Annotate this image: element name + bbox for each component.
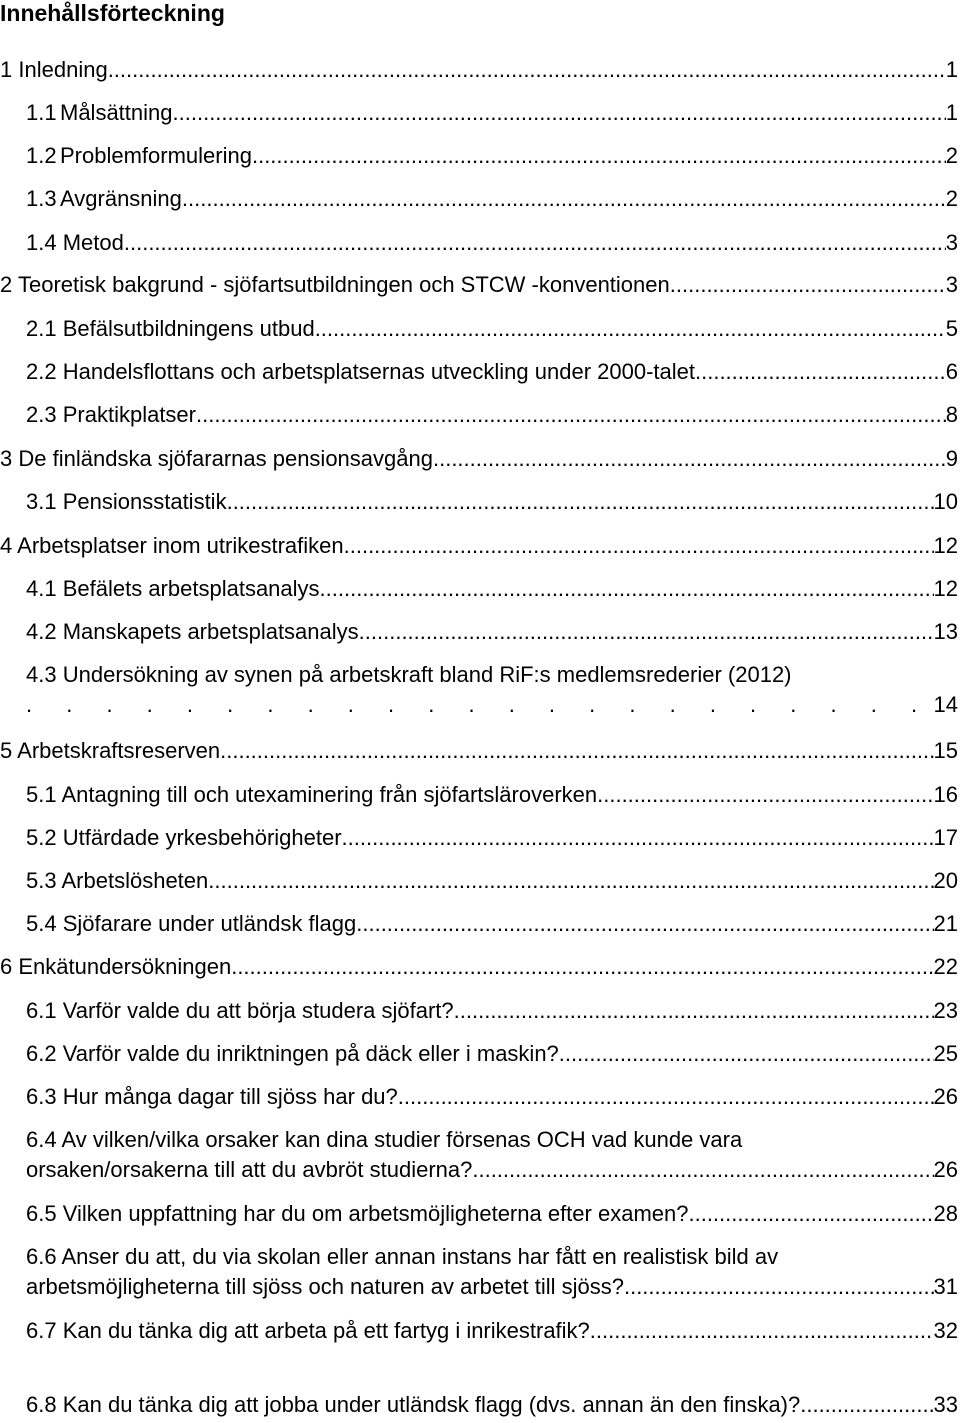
toc-entry-title: Utfärdade yrkesbehörigheter [62, 825, 342, 850]
toc-entry-title: Inledning [18, 57, 108, 82]
dot-leader [624, 1272, 934, 1302]
toc-entry-heading [26, 1199, 688, 1229]
toc-entry-number: 5.3 [26, 868, 57, 893]
toc-entry-continuation-line [0, 690, 958, 720]
toc-entry-number: 6.1 [26, 998, 57, 1023]
toc-entry-page-number: 1 [945, 100, 958, 125]
toc-entry-page-number: 10 [933, 489, 958, 514]
dot-leader [231, 952, 933, 982]
toc-entry-number: 6.5 [26, 1201, 57, 1226]
toc-entry-title: Metod [62, 230, 124, 255]
toc-entry[interactable] [0, 98, 958, 128]
toc-entry-line [0, 98, 958, 128]
toc-entry-heading [0, 736, 220, 766]
toc-entry-heading [26, 1082, 398, 1112]
toc-entry[interactable] [0, 184, 958, 214]
dot-leader [356, 909, 933, 939]
toc-entry[interactable] [0, 1125, 958, 1185]
toc-entry-line [0, 400, 958, 430]
toc-entry[interactable] [0, 1316, 958, 1346]
toc-entry-title: Teoretisk bakgrund - sjöfartsutbildningen och STCW -konventionen [17, 272, 670, 297]
toc-entry-page-number: 14 [933, 692, 958, 717]
toc-entry-title: Hur många dagar till sjöss har du? [62, 1084, 398, 1109]
toc-entry-number: 5.2 [26, 825, 57, 850]
toc-entry[interactable] [0, 866, 958, 896]
dot-leader [182, 184, 946, 214]
toc-entry-title: Antagning till och utexaminering från sjöfartsläroverken [61, 782, 598, 807]
toc-entry[interactable] [0, 1390, 958, 1420]
toc-entry-heading [26, 141, 252, 171]
toc-entry-line [0, 314, 958, 344]
toc-entry-number: 4.3 [26, 662, 57, 687]
toc-entry-title: Avgränsning [60, 186, 182, 211]
toc-entry[interactable] [0, 531, 958, 561]
toc-entry-title: Manskapets arbetsplatsanalys [62, 619, 359, 644]
toc-entry-title: Befälsutbildningens utbud [62, 316, 315, 341]
toc-entry-page-number: 2 [945, 186, 958, 211]
toc-entry[interactable] [0, 1082, 958, 1112]
toc-entry-line [0, 1039, 958, 1069]
toc-entry-line [0, 444, 958, 474]
toc-entry[interactable] [0, 141, 958, 171]
toc-entry-page-number: 22 [933, 954, 958, 979]
toc-entry[interactable] [0, 400, 958, 430]
toc-entry[interactable] [0, 487, 958, 517]
toc-entry-heading [26, 996, 454, 1026]
dot-leader [670, 270, 946, 300]
toc-entry-page-number: 16 [933, 782, 958, 807]
toc-entry-line [0, 1199, 958, 1229]
toc-entry-line [0, 141, 958, 171]
dot-leader [124, 228, 946, 258]
toc-entry-page-number: 13 [933, 619, 958, 644]
toc-entry-page-number: 1 [945, 57, 958, 82]
toc-entry-line [0, 55, 958, 85]
toc-entry-heading [26, 866, 208, 896]
toc-entry-page-number: 28 [933, 1201, 958, 1226]
dot-leader [252, 141, 946, 171]
toc-entry[interactable] [0, 55, 958, 85]
toc-entry-heading [26, 1390, 800, 1420]
toc-entry-number: 2.3 [26, 402, 57, 427]
toc-entry-number: 6.2 [26, 1041, 57, 1066]
dot-leader [227, 487, 934, 517]
dot-leader [454, 996, 934, 1026]
toc-entry-number: 4 [0, 533, 13, 558]
dot-leader [173, 98, 946, 128]
toc-entry-page-number: 23 [933, 998, 958, 1023]
toc-entry-title: Målsättning [60, 100, 173, 125]
toc-entry-page-number: 5 [945, 316, 958, 341]
toc-entry[interactable] [0, 1039, 958, 1069]
toc-entry-page-number: 26 [933, 1157, 958, 1182]
toc-entry[interactable] [0, 823, 958, 853]
toc-entry[interactable] [0, 1242, 958, 1302]
toc-entry-heading [26, 617, 359, 647]
toc-entry-page-number: 33 [933, 1392, 958, 1417]
toc-entry-title: Befälets arbetsplatsanalys [62, 576, 320, 601]
dot-leader [320, 574, 934, 604]
toc-entry-heading [26, 909, 356, 939]
toc-entry-number: 3 [0, 446, 13, 471]
toc-entry[interactable] [0, 617, 958, 647]
toc-entry-title: Varför valde du att börja studera sjöfart? [62, 998, 454, 1023]
toc-entry-page-number: 31 [933, 1274, 958, 1299]
dot-leader [398, 1082, 934, 1112]
toc-entry-line [0, 909, 958, 939]
toc-entry-heading [0, 952, 231, 982]
toc-entry-number: 4.2 [26, 619, 57, 644]
toc-entry-heading [26, 228, 124, 258]
toc-entry[interactable] [0, 574, 958, 604]
toc-entry-number: 2.2 [26, 359, 57, 384]
toc-entry-heading [0, 444, 433, 474]
toc-entry-heading [26, 98, 173, 128]
toc-entry-page-number: 12 [933, 533, 958, 558]
toc-entry-page-number: 15 [933, 738, 958, 763]
toc-entry-line [0, 531, 958, 561]
dot-leader [315, 314, 946, 344]
toc-entry-number: 5.4 [26, 911, 57, 936]
toc-entry-number: 6 [0, 954, 13, 979]
toc-entry-title-line [0, 660, 958, 690]
toc-entry[interactable] [0, 736, 958, 766]
toc-entry-page-number: 21 [933, 911, 958, 936]
toc-entry-number: 2.1 [26, 316, 57, 341]
dot-leader [559, 1039, 934, 1069]
toc-entry-title: Arbetslösheten [61, 868, 209, 893]
toc-entry-line [0, 996, 958, 1026]
toc-entry-number: 1.3 [26, 186, 57, 211]
toc-entry-number: 6.6 [26, 1244, 57, 1269]
dot-leader [26, 690, 934, 720]
toc-entry-line [0, 780, 958, 810]
toc-entry[interactable] [0, 780, 958, 810]
toc-entry-title: Anser du att, du via skolan eller annan instans har fått en realistisk bild av [61, 1244, 779, 1269]
toc-entry-heading [26, 357, 695, 387]
toc-entry-number: 6.4 [26, 1127, 57, 1152]
toc-entry-number: 1.4 [26, 230, 57, 255]
toc-entry-heading [26, 184, 182, 214]
toc-entry-continuation-line [0, 1155, 958, 1185]
toc-entry-page-number: 25 [933, 1041, 958, 1066]
toc-entry[interactable] [0, 660, 958, 720]
toc-entry-title: Enkätundersökningen [18, 954, 232, 979]
toc-entry-number: 4.1 [26, 576, 57, 601]
toc-entry-title-line [0, 1242, 958, 1272]
toc-entry-line [0, 1390, 958, 1420]
toc-entry[interactable] [0, 314, 958, 344]
toc-entry[interactable] [0, 357, 958, 387]
toc-entry[interactable] [0, 228, 958, 258]
toc-entry-title: Av vilken/vilka orsaker kan dina studier försenas OCH vad kunde vara [61, 1127, 743, 1152]
toc-entry-title: Kan du tänka dig att jobba under utländsk flagg (dvs. annan än den finska)? [62, 1392, 801, 1417]
toc-entry-title-continued: arbetsmöjligheterna till sjöss och naturen av arbetet till sjöss? [26, 1274, 624, 1299]
toc-entry-line [0, 736, 958, 766]
toc-entry-heading [26, 823, 342, 853]
toc-entry-number: 1.2 [26, 143, 57, 168]
dot-leader [108, 55, 946, 85]
toc-entry-heading [26, 780, 597, 810]
toc-entry-line [0, 357, 958, 387]
dot-leader [695, 357, 946, 387]
toc-entry-title: Praktikplatser [62, 402, 196, 427]
toc-entry-page-number: 17 [933, 825, 958, 850]
toc-entry-title: Undersökning av synen på arbetskraft bland RiF:s medlemsrederier (2012) [62, 662, 792, 687]
toc-entry-number: 5.1 [26, 782, 57, 807]
toc-entry-title: Vilken uppfattning har du om arbetsmöjligheterna efter examen? [62, 1201, 689, 1226]
dot-leader [220, 736, 933, 766]
toc-entry-page-number: 3 [945, 272, 958, 297]
toc-entry-page-number: 32 [933, 1318, 958, 1343]
toc-entry-page-number: 9 [945, 446, 958, 471]
toc-entry-line [0, 487, 958, 517]
dot-leader [196, 400, 946, 430]
toc-entry-heading [26, 1039, 559, 1069]
toc-entry-number: 6.7 [26, 1318, 57, 1343]
toc-entry-title: Arbetskraftsreserven [17, 738, 221, 763]
toc-entry-title: Varför valde du inriktningen på däck eller i maskin? [62, 1041, 559, 1066]
toc-entry-page-number: 26 [933, 1084, 958, 1109]
toc-entry-heading [26, 574, 320, 604]
dot-leader [208, 866, 933, 896]
dot-leader [688, 1199, 933, 1229]
toc-entry-title: Pensionsstatistik [62, 489, 227, 514]
toc-entry-number: 6.8 [26, 1392, 57, 1417]
dot-leader [359, 617, 934, 647]
toc-entry-line [0, 1316, 958, 1346]
toc-entry-heading [26, 400, 196, 430]
toc-entry-page-number: 6 [945, 359, 958, 384]
toc-entry-line [0, 952, 958, 982]
toc-heading: Innehållsförteckning [0, 0, 225, 26]
toc-entry-heading [0, 531, 344, 561]
toc-entry-page-number: 2 [945, 143, 958, 168]
toc-entry-line [0, 1082, 958, 1112]
toc-entry-line [0, 617, 958, 647]
toc-entry-heading [26, 487, 227, 517]
toc-entry-line [0, 270, 958, 300]
toc-entry-title: Kan du tänka dig att arbeta på ett fartyg i inrikestrafik? [62, 1318, 590, 1343]
toc-entry[interactable] [0, 1199, 958, 1229]
toc-entry-page-number: 3 [945, 230, 958, 255]
toc-entry-heading [0, 55, 108, 85]
dot-leader [342, 823, 934, 853]
toc-entry-number: 6.3 [26, 1084, 57, 1109]
toc-entry-title: Arbetsplatser inom utrikestrafiken [17, 533, 344, 558]
toc-entry-heading [26, 1316, 590, 1346]
toc-entry[interactable] [0, 270, 958, 300]
toc-entry-heading [26, 314, 315, 344]
toc-entry-number: 1.1 [26, 100, 57, 125]
toc-entry-line [0, 574, 958, 604]
dot-leader [433, 444, 946, 474]
toc-entry-title: Sjöfarare under utländsk flagg [62, 911, 357, 936]
toc-entry-line [0, 823, 958, 853]
toc-entry-title: Handelsflottans och arbetsplatsernas utveckling under 2000-talet [62, 359, 695, 384]
toc-entry-line [0, 866, 958, 896]
toc-entry[interactable] [0, 952, 958, 982]
toc-entry-continuation-line [0, 1272, 958, 1302]
toc-entry-page-number: 12 [933, 576, 958, 601]
dot-leader [590, 1316, 934, 1346]
toc-entry-page-number: 8 [945, 402, 958, 427]
dot-leader [472, 1155, 933, 1185]
toc-entry-number: 3.1 [26, 489, 57, 514]
toc-entry-heading [0, 270, 670, 300]
toc-entry-number: 1 [0, 57, 13, 82]
dot-leader [800, 1390, 933, 1420]
toc-entry-line [0, 184, 958, 214]
toc-entry-title-continued: orsaken/orsakerna till att du avbröt studierna? [26, 1157, 473, 1182]
toc-entry-title: Problemformulering [60, 143, 252, 168]
toc-entry[interactable] [0, 909, 958, 939]
toc-entry-number: 2 [0, 272, 13, 297]
dot-leader [344, 531, 934, 561]
toc-entry-title: De finländska sjöfararnas pensionsavgång [18, 446, 433, 471]
toc-entry-line [0, 228, 958, 258]
toc-entry[interactable] [0, 444, 958, 474]
toc-entry-title-line [0, 1125, 958, 1155]
toc-entry-page-number: 20 [933, 868, 958, 893]
toc-entry[interactable] [0, 996, 958, 1026]
toc-entry-number: 5 [0, 738, 13, 763]
dot-leader [597, 780, 933, 810]
